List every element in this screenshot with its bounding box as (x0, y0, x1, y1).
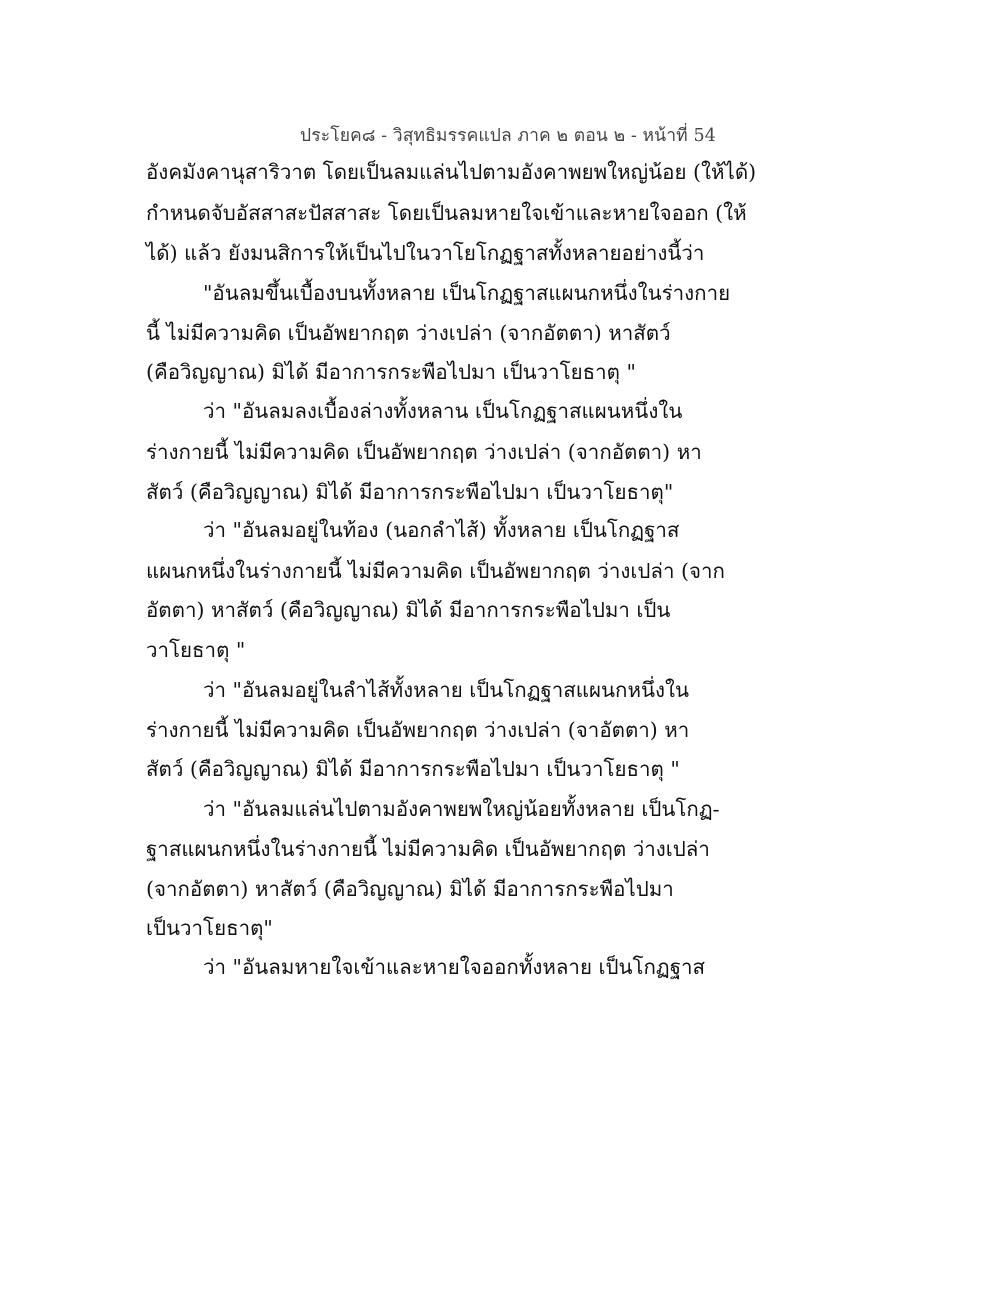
body-line-12: อัตตา) หาสัตว์ (คือวิญญาณ) มิได้ มีอาการกระพือไปมา เป็น (146, 598, 671, 622)
body-line-16: สัตว์ (คือวิญญาณ) มิได้ มีอาการกระพือไปมา เป็นวาโยธาตุ " (146, 757, 680, 781)
body-line-2: กำหนดจับอัสสาสะปัสสาสะ โดยเป็นลมหายใจเข้าและหายใจออก (ให้ (146, 201, 747, 225)
body-line-15: ร่างกายนี้ ไม่มีความคิด เป็นอัพยากฤต ว่างเปล่า (จาอัตตา) หา (146, 718, 690, 742)
body-line-21: ว่า "อันลมหายใจเข้าและหายใจออกทั้งหลาย เป็นโกฏฐาส (203, 955, 706, 979)
body-line-13: วาโยธาตุ " (146, 638, 246, 662)
page-header: ประโยค๘ - วิสุทธิมรรคแปล ภาค ๒ ตอน ๒ - หน้าที่ 54 (300, 126, 716, 146)
body-line-3: ได้) แล้ว ยังมนสิการให้เป็นไปในวาโยโกฏฐาสทั้งหลายอย่างนี้ว่า (146, 241, 705, 265)
body-line-5: นี้ ไม่มีความคิด เป็นอัพยากฤต ว่างเปล่า (จากอัตตา) หาสัตว์ (146, 321, 671, 345)
body-line-11: แผนกหนึ่งในร่างกายนี้ ไม่มีความคิด เป็นอัพยากฤต ว่างเปล่า (จาก (146, 559, 725, 583)
body-line-9: สัตว์ (คือวิญญาณ) มิได้ มีอาการกระพือไปมา เป็นวาโยธาตุ" (146, 480, 674, 504)
body-line-8: ร่างกายนี้ ไม่มีความคิด เป็นอัพยากฤต ว่างเปล่า (จากอัตตา) หา (146, 440, 702, 464)
body-line-18: ฐาสแผนกหนึ่งในร่างกายนี้ ไม่มีความคิด เป็นอัพยากฤต ว่างเปล่า (146, 837, 710, 861)
body-line-4: "อันลมขึ้นเบื้องบนทั้งหลาย เป็นโกฏฐาสแผนกหนึ่งในร่างกาย (203, 281, 731, 305)
body-line-1: อังคมังคานุสาริวาต โดยเป็นลมแล่นไปตามอังคาพยพใหญ่น้อย (ให้ได้) (146, 160, 757, 184)
body-line-20: เป็นวาโยธาตุ" (146, 916, 273, 940)
body-line-10: ว่า "อันลมอยู่ในท้อง (นอกลำไส้) ทั้งหลาย เป็นโกฏฐาส (203, 518, 680, 542)
body-line-14: ว่า "อันลมอยู่ในลำไส้ทั้งหลาย เป็นโกฏฐาสแผนกหนึ่งใน (203, 678, 690, 702)
body-line-6: (คือวิญญาณ) มิได้ มีอาการกระพือไปมา เป็นวาโยธาตุ " (146, 360, 636, 384)
body-line-19: (จากอัตตา) หาสัตว์ (คือวิญญาณ) มิได้ มีอาการกระพือไปมา (146, 877, 674, 901)
body-line-7: ว่า "อันลมลงเบื้องล่างทั้งหลาน เป็นโกฏฐาสแผนหนึ่งใน (203, 399, 683, 423)
body-line-17: ว่า "อันลมแล่นไปตามอังคาพยพใหญ่น้อยทั้งหลาย เป็นโกฏ- (203, 797, 720, 821)
